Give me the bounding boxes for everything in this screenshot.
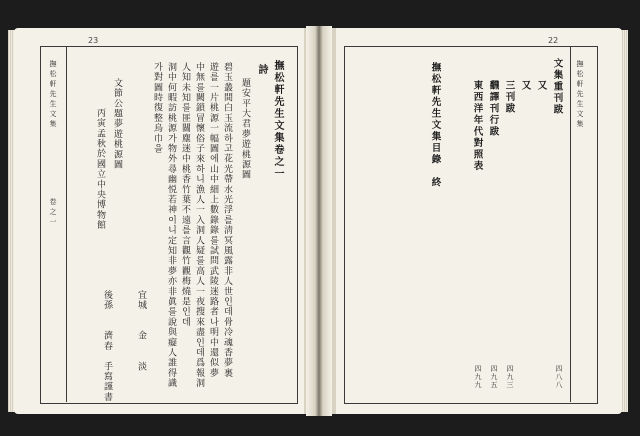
- toc-item-2-label: 又: [535, 80, 547, 92]
- right-margin-rule: [570, 46, 571, 402]
- poem-line-3: 中無를闕鎖冒懷俗子來하니漁人一入洞人疑를高人一夜搜來盡인데爲報洞: [194, 62, 204, 389]
- poem-line-2: 遊를一片桃源一幅圖에山中細上數錄錄를試問武陵迷路者나明中還似夢: [208, 62, 218, 379]
- right-margin-title: 撫松軒先生文集: [576, 60, 584, 130]
- toc-item-1-number: 四八八: [555, 365, 563, 389]
- signature-kim-dam: 宜城 金 淡: [136, 290, 146, 372]
- signature-calligrapher: 後孫 濟春 手寫謹書: [102, 290, 112, 403]
- toc-item-4-label: 三刊跋: [503, 80, 515, 115]
- section-heading: 詩: [256, 64, 267, 76]
- poem-title: 題安平大君夢遊桃源圖: [240, 78, 250, 180]
- toc-item-5-number: 四九五: [490, 365, 498, 389]
- left-margin-rule: [66, 46, 67, 402]
- volume-title: 撫松軒先生文集卷之一: [272, 60, 283, 180]
- right-page-number: 22: [548, 36, 559, 45]
- toc-item-5-label: 飜譯刊行跋: [487, 80, 499, 138]
- poem-line-1: 碧玉叢間白玉流하고花光帶水光浮를淸冥風露非人世인데骨冷魂香夢裏: [222, 62, 232, 379]
- poem-line-6: 가對圖時復整烏巾을: [152, 62, 162, 154]
- toc-item-1-label: 文集重刊跋: [551, 58, 563, 116]
- book-gutter: [306, 26, 332, 416]
- left-margin-volume: 卷之一: [49, 198, 57, 228]
- toc-item-6-label: 東西洋年代對照表: [471, 80, 483, 172]
- toc-item-3-label: 又: [519, 80, 531, 92]
- toc-item-6-number: 四九九: [474, 365, 482, 389]
- note-source: 丙寅孟秋於國立中央博物館: [95, 108, 105, 231]
- left-margin-title: 撫松軒先生文集: [49, 60, 57, 130]
- toc-end-marker: 撫松軒先生文集目錄 終: [429, 62, 441, 189]
- poem-line-5: 洞中何暇訪桃源가物外尋幽悦若神이니定知非夢亦非眞를說與癡人誰得識: [166, 62, 176, 389]
- toc-item-4-number: 四九三: [506, 365, 514, 389]
- left-page-number: 23: [88, 36, 99, 45]
- note-title: 文節公題夢遊桃源圖: [112, 78, 122, 170]
- poem-line-4: 人知未知를匪關塵迷中桃香竹葉不遠를言觀竹觀梅燒是인데: [180, 62, 190, 328]
